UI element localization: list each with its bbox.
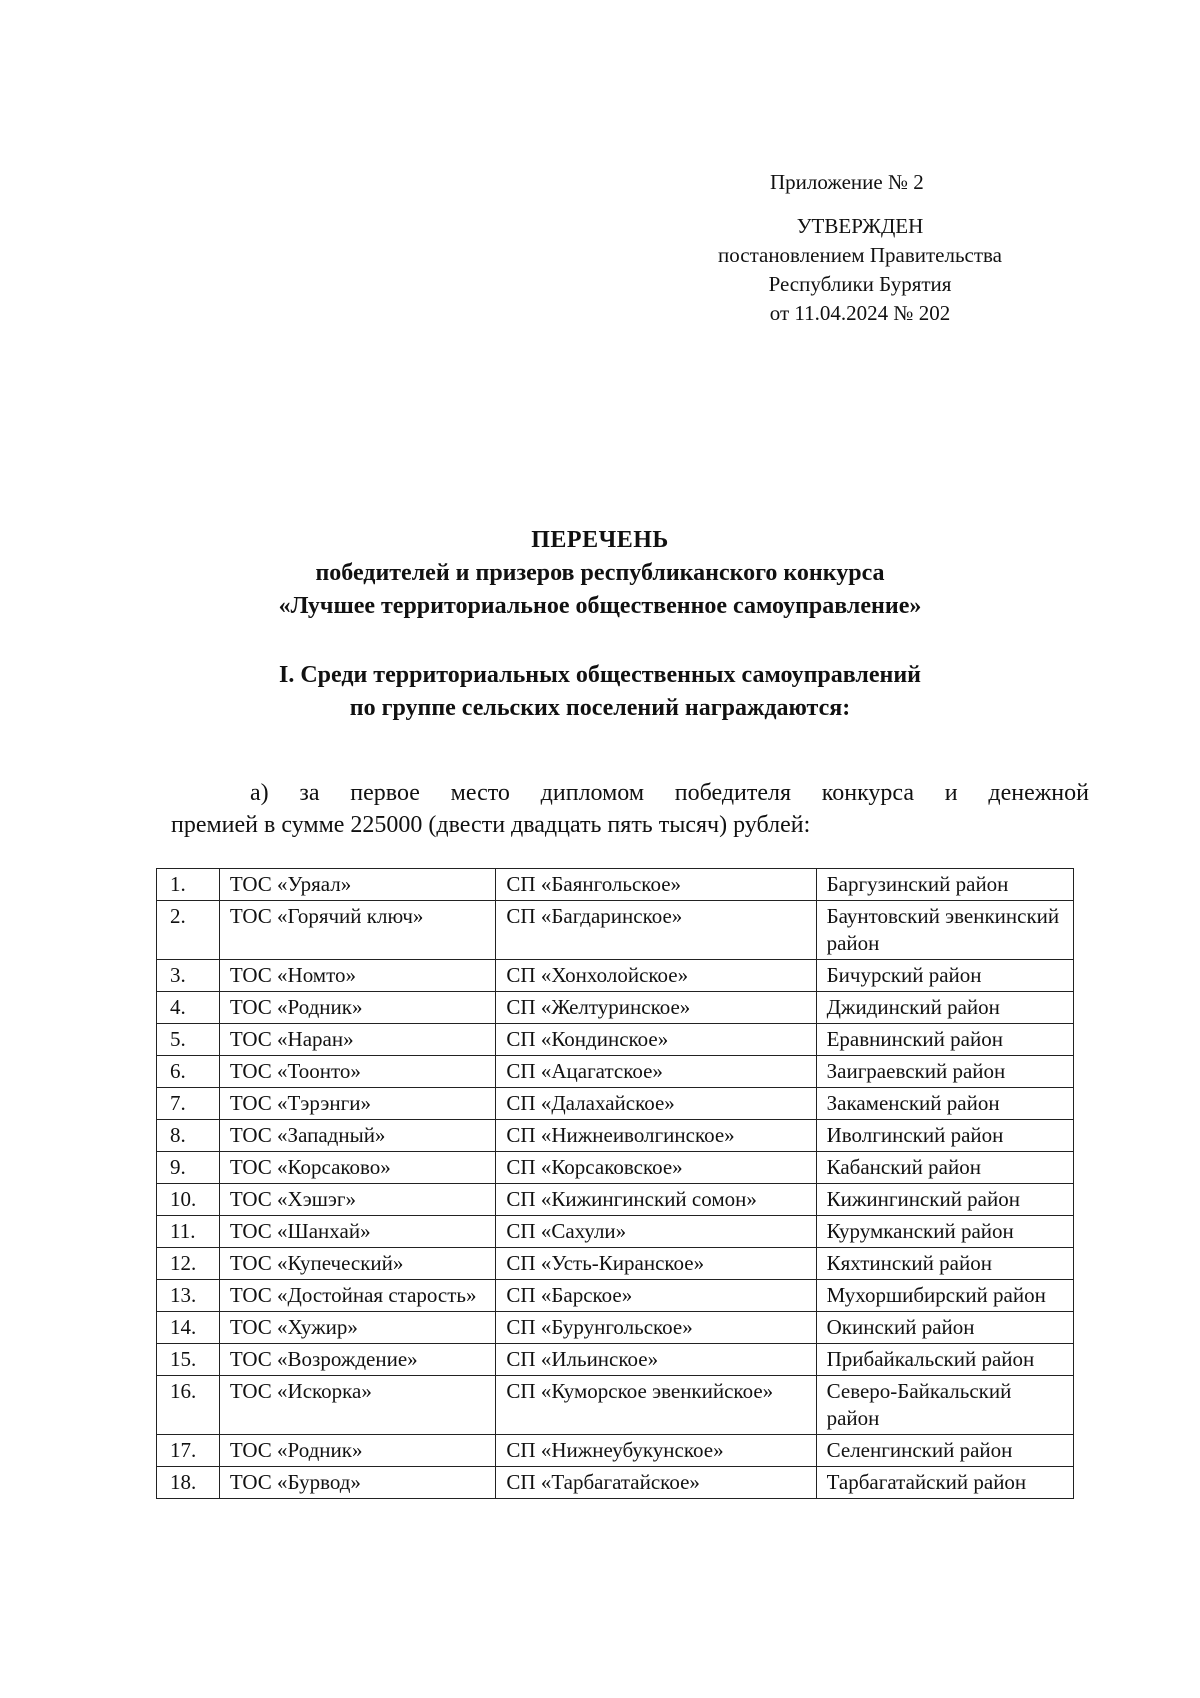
table-row <box>157 1248 1074 1280</box>
settlement-cell: СП «Далахайское» <box>496 1088 816 1120</box>
district-cell: Бичурский район <box>816 960 1073 992</box>
table-row <box>157 1435 1074 1467</box>
row-number-cell: 2. <box>157 901 220 960</box>
table-row <box>157 1376 1074 1435</box>
section-heading-line-2: по группе сельских поселений награждаются: <box>349 695 851 721</box>
settlement-cell: СП «Ацагатское» <box>496 1056 816 1088</box>
tos-name-cell: ТОС «Возрождение» <box>219 1344 496 1376</box>
row-number-cell: 14. <box>157 1312 220 1344</box>
district-cell: Иволгинский район <box>816 1120 1073 1152</box>
settlement-cell: СП «Баянгольское» <box>496 869 816 901</box>
winners-table-body <box>157 869 1074 1499</box>
row-number-cell: 3. <box>157 960 220 992</box>
approved-label: УТВЕРЖДЕН <box>796 214 924 238</box>
tos-name-cell: ТОС «Родник» <box>219 1435 496 1467</box>
settlement-cell: СП «Сахули» <box>496 1216 816 1248</box>
table-row <box>157 1088 1074 1120</box>
table-row <box>157 1184 1074 1216</box>
document-title: ПЕРЕЧЕНЬ <box>531 527 669 553</box>
tos-name-cell: ТОС «Родник» <box>219 992 496 1024</box>
tos-name-cell: ТОС «Искорка» <box>219 1376 496 1435</box>
district-cell: Мухоршибирский район <box>816 1280 1073 1312</box>
district-cell: Кяхтинский район <box>816 1248 1073 1280</box>
row-number-cell: 16. <box>157 1376 220 1435</box>
table-row <box>157 1024 1074 1056</box>
settlement-cell: СП «Нижнеубукунское» <box>496 1435 816 1467</box>
table-row <box>157 1120 1074 1152</box>
row-number-cell: 1. <box>157 869 220 901</box>
district-cell: Северо-Байкальский район <box>816 1376 1073 1435</box>
tos-name-cell: ТОС «Уряал» <box>219 869 496 901</box>
table-row <box>157 1216 1074 1248</box>
award-intro-line-1: а) за первое место дипломом победителя конкурса и денежной <box>250 780 1089 806</box>
row-number-cell: 7. <box>157 1088 220 1120</box>
document-title-block <box>0 524 1200 623</box>
district-cell: Кижингинский район <box>816 1184 1073 1216</box>
row-number-cell: 9. <box>157 1152 220 1184</box>
district-cell: Баунтовский эвенкинский район <box>816 901 1073 960</box>
settlement-cell: СП «Бурунгольское» <box>496 1312 816 1344</box>
settlement-cell: СП «Кижингинский сомон» <box>496 1184 816 1216</box>
tos-name-cell: ТОС «Хужир» <box>219 1312 496 1344</box>
settlement-cell: СП «Корсаковское» <box>496 1152 816 1184</box>
table-row <box>157 901 1074 960</box>
tos-name-cell: ТОС «Западный» <box>219 1120 496 1152</box>
tos-name-cell: ТОС «Номто» <box>219 960 496 992</box>
tos-name-cell: ТОС «Корсаково» <box>219 1152 496 1184</box>
table-row <box>157 1280 1074 1312</box>
district-cell: Прибайкальский район <box>816 1344 1073 1376</box>
settlement-cell: СП «Багдаринское» <box>496 901 816 960</box>
row-number-cell: 6. <box>157 1056 220 1088</box>
row-number-cell: 4. <box>157 992 220 1024</box>
document-subtitle-line-2: «Лучшее территориальное общественное самоуправление» <box>278 593 922 619</box>
settlement-cell: СП «Хонхолойское» <box>496 960 816 992</box>
row-number-cell: 5. <box>157 1024 220 1056</box>
settlement-cell: СП «Усть-Киранское» <box>496 1248 816 1280</box>
table-row <box>157 1152 1074 1184</box>
tos-name-cell: ТОС «Бурвод» <box>219 1467 496 1499</box>
settlement-cell: СП «Желтуринское» <box>496 992 816 1024</box>
table-row <box>157 1344 1074 1376</box>
spacer <box>690 197 1030 212</box>
row-number-cell: 18. <box>157 1467 220 1499</box>
district-cell: Заиграевский район <box>816 1056 1073 1088</box>
tos-name-cell: ТОС «Достойная старость» <box>219 1280 496 1312</box>
table-row <box>157 1467 1074 1499</box>
approved-by-line: постановлением Правительства <box>717 243 1002 267</box>
winners-table <box>156 868 1074 1499</box>
table-row <box>157 1056 1074 1088</box>
district-cell: Кабанский район <box>816 1152 1073 1184</box>
tos-name-cell: ТОС «Хэшэг» <box>219 1184 496 1216</box>
settlement-cell: СП «Тарбагатайское» <box>496 1467 816 1499</box>
tos-name-cell: ТОС «Горячий ключ» <box>219 901 496 960</box>
tos-name-cell: ТОС «Купеческий» <box>219 1248 496 1280</box>
document-subtitle-line-1: победителей и призеров республиканского конкурса <box>315 560 885 586</box>
approved-by-region: Республики Бурятия <box>768 272 952 296</box>
section-heading-line-1: I. Среди территориальных общественных самоуправлений <box>278 662 921 688</box>
settlement-cell: СП «Барское» <box>496 1280 816 1312</box>
row-number-cell: 13. <box>157 1280 220 1312</box>
tos-name-cell: ТОС «Тэрэнги» <box>219 1088 496 1120</box>
award-intro-line-2: премией в сумме 225000 (двести двадцать пять тысяч) рублей: <box>171 812 811 838</box>
table-row <box>157 992 1074 1024</box>
row-number-cell: 8. <box>157 1120 220 1152</box>
row-number-cell: 17. <box>157 1435 220 1467</box>
table-row <box>157 869 1074 901</box>
approval-date: от 11.04.2024 № 202 <box>769 301 951 325</box>
settlement-cell: СП «Нижнеиволгинское» <box>496 1120 816 1152</box>
row-number-cell: 10. <box>157 1184 220 1216</box>
district-cell: Селенгинский район <box>816 1435 1073 1467</box>
settlement-cell: СП «Кондинское» <box>496 1024 816 1056</box>
row-number-cell: 15. <box>157 1344 220 1376</box>
approval-stamp <box>690 168 1030 328</box>
district-cell: Закаменский район <box>816 1088 1073 1120</box>
tos-name-cell: ТОС «Шанхай» <box>219 1216 496 1248</box>
district-cell: Джидинский район <box>816 992 1073 1024</box>
district-cell: Баргузинский район <box>816 869 1073 901</box>
tos-name-cell: ТОС «Наран» <box>219 1024 496 1056</box>
award-intro-paragraph <box>171 777 1089 841</box>
appendix-number: Приложение № 2 <box>770 170 924 194</box>
table-row <box>157 960 1074 992</box>
table-row <box>157 1312 1074 1344</box>
section-heading <box>0 659 1200 725</box>
tos-name-cell: ТОС «Тоонто» <box>219 1056 496 1088</box>
district-cell: Окинский район <box>816 1312 1073 1344</box>
row-number-cell: 12. <box>157 1248 220 1280</box>
settlement-cell: СП «Куморское эвенкийское» <box>496 1376 816 1435</box>
district-cell: Курумканский район <box>816 1216 1073 1248</box>
row-number-cell: 11. <box>157 1216 220 1248</box>
settlement-cell: СП «Ильинское» <box>496 1344 816 1376</box>
district-cell: Тарбагатайский район <box>816 1467 1073 1499</box>
district-cell: Еравнинский район <box>816 1024 1073 1056</box>
